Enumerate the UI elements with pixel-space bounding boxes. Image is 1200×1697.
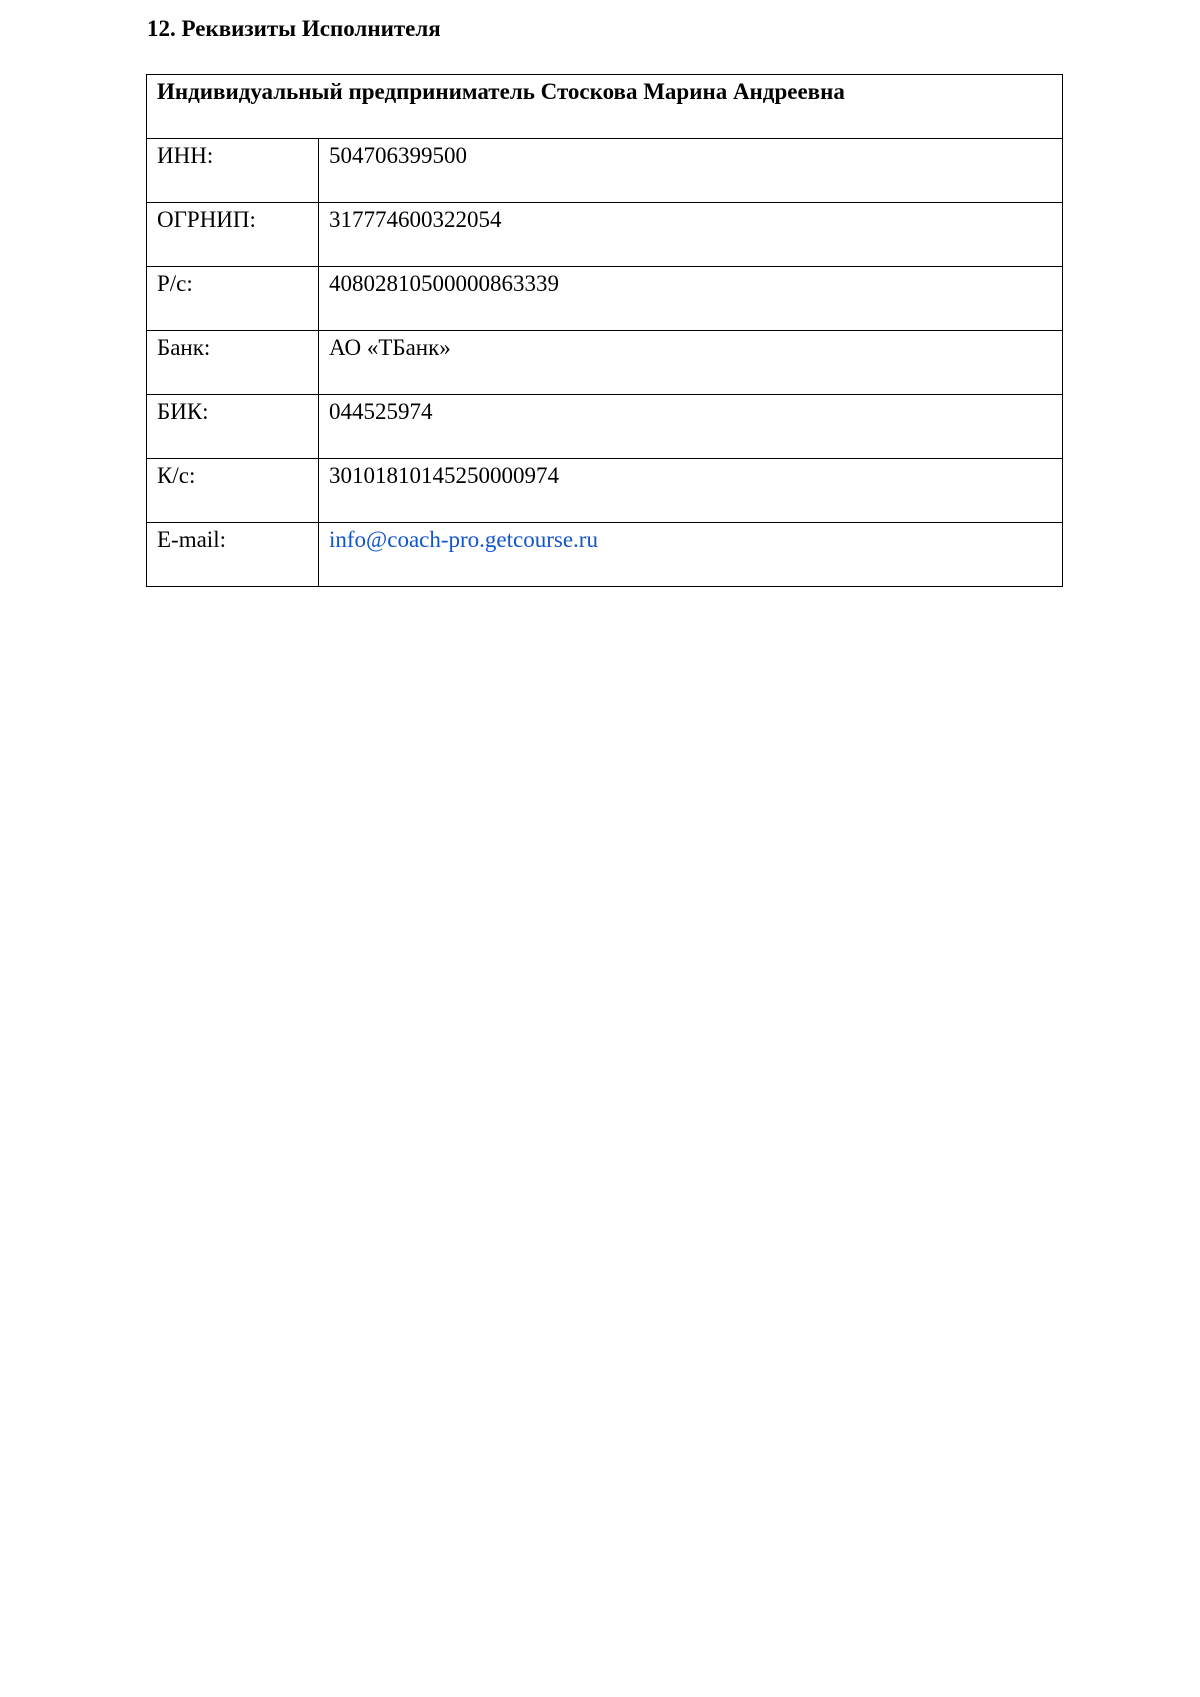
bik-value: 044525974 xyxy=(319,395,1063,459)
ogrnip-value: 317774600322054 xyxy=(319,203,1063,267)
entrepreneur-name: Индивидуальный предприниматель Стоскова Марина Андреевна xyxy=(147,75,1063,139)
inn-label: ИНН: xyxy=(147,139,319,203)
ogrnip-label: ОГРНИП: xyxy=(147,203,319,267)
settlement-account-value: 40802810500000863339 xyxy=(319,267,1063,331)
email-label: E-mail: xyxy=(147,523,319,587)
inn-value: 504706399500 xyxy=(319,139,1063,203)
table-header-row xyxy=(147,75,1063,139)
correspondent-account-label: К/с: xyxy=(147,459,319,523)
bank-value: АО «ТБанк» xyxy=(319,331,1063,395)
table-row xyxy=(147,203,1063,267)
correspondent-account-value: 30101810145250000974 xyxy=(319,459,1063,523)
bank-label: Банк: xyxy=(147,331,319,395)
table-row xyxy=(147,267,1063,331)
section-title: 12. Реквизиты Исполнителя xyxy=(147,16,441,41)
table-row xyxy=(147,395,1063,459)
requisites-table xyxy=(146,74,1063,587)
bik-label: БИК: xyxy=(147,395,319,459)
email-link[interactable]: info@coach-pro.getcourse.ru xyxy=(329,527,598,552)
table-row xyxy=(147,523,1063,587)
table-row xyxy=(147,459,1063,523)
email-cell xyxy=(319,523,1063,587)
table-row xyxy=(147,139,1063,203)
settlement-account-label: Р/с: xyxy=(147,267,319,331)
table-row xyxy=(147,331,1063,395)
